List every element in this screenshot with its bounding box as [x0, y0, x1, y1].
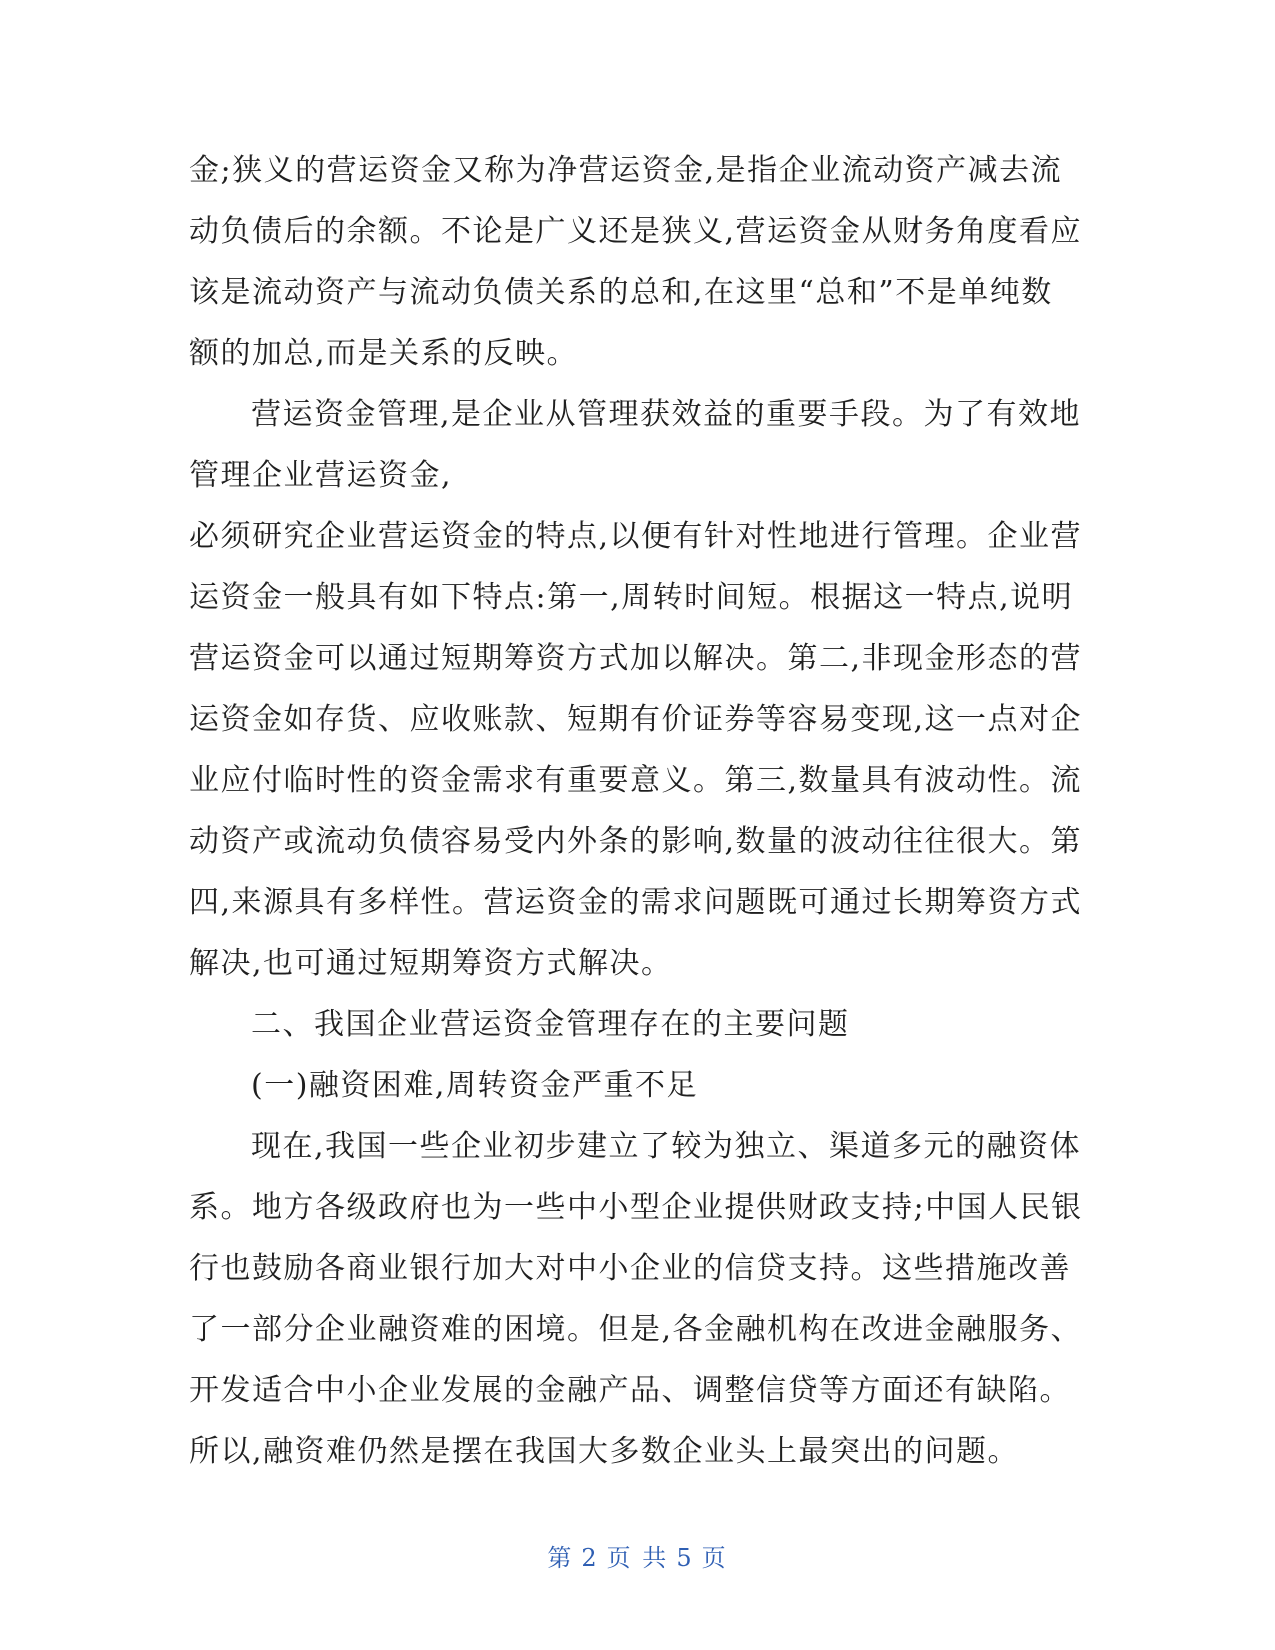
text-line: 了一部分企业融资难的困境。但是,各金融机构在改进金融服务、	[189, 1312, 1083, 1347]
text-line: 必须研究企业营运资金的特点,以便有针对性地进行管理。企业营	[189, 519, 1083, 554]
text-line: 动资产或流动负债容易受内外条的影响,数量的波动往往很大。第	[189, 824, 1083, 859]
text-line: 营运资金可以通过短期筹资方式加以解决。第二,非现金形态的营	[189, 641, 1083, 676]
text-line: 现在,我国一些企业初步建立了较为独立、渠道多元的融资体	[251, 1129, 1082, 1164]
text-line: 所以,融资难仍然是摆在我国大多数企业头上最突出的问题。	[189, 1434, 1020, 1469]
text-line: 营运资金管理,是企业从管理获效益的重要手段。为了有效地	[251, 397, 1082, 432]
text-line: 金;狭义的营运资金又称为净营运资金,是指企业流动资产减去流	[189, 153, 1063, 188]
text-line: 该是流动资产与流动负债关系的总和,在这里“总和”不是单纯数	[189, 275, 1053, 310]
text-line: 运资金如存货、应收账款、短期有价证券等容易变现,这一点对企	[189, 702, 1083, 737]
text-line: 开发适合中小企业发展的金融产品、调整信贷等方面还有缺陷。	[189, 1373, 1071, 1408]
page-footer	[0, 1538, 1275, 1573]
footer-suffix: 页	[701, 1544, 728, 1572]
section-heading: 二、我国企业营运资金管理存在的主要问题	[251, 1007, 850, 1042]
total-page-count: 5	[676, 1544, 694, 1572]
text-line: 系。地方各级政府也为一些中小型企业提供财政支持;中国人民银	[189, 1190, 1083, 1225]
text-line: 管理企业营运资金,	[189, 458, 453, 493]
text-line: 解决,也可通过短期筹资方式解决。	[189, 946, 673, 981]
text-line: 动负债后的余额。不论是广义还是狭义,营运资金从财务角度看应	[189, 214, 1083, 249]
text-line: 行也鼓励各商业银行加大对中小企业的信贷支持。这些措施改善	[189, 1251, 1071, 1286]
footer-middle: 页 共	[606, 1544, 669, 1572]
text-line: 业应付临时性的资金需求有重要意义。第三,数量具有波动性。流	[189, 763, 1083, 798]
text-line: 额的加总,而是关系的反映。	[189, 336, 579, 371]
body-text	[189, 140, 1083, 1482]
subsection-heading: (一)融资困难,周转资金严重不足	[251, 1068, 698, 1103]
current-page-number: 2	[581, 1544, 599, 1572]
text-line: 四,来源具有多样性。营运资金的需求问题既可通过长期筹资方式	[189, 885, 1083, 920]
text-line: 运资金一般具有如下特点:第一,周转时间短。根据这一特点,说明	[189, 580, 1074, 615]
footer-prefix: 第	[547, 1544, 574, 1572]
